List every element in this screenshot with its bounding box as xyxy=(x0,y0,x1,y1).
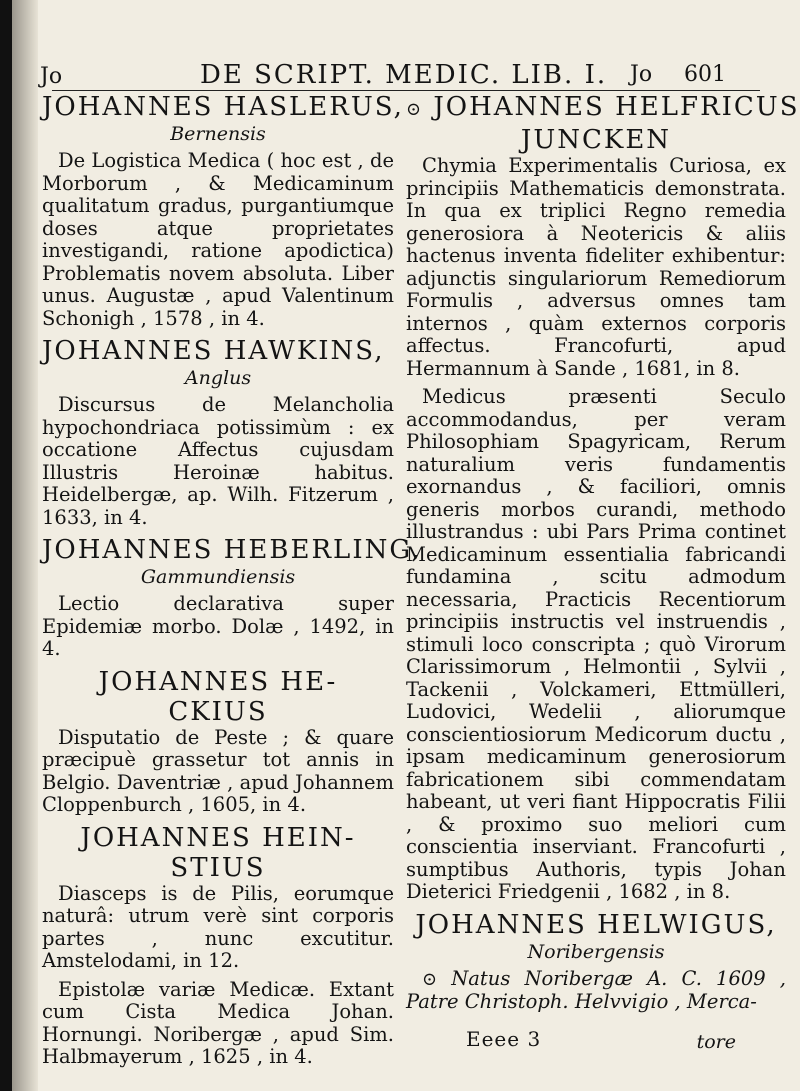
entry-heading: JOHANNES HEBERLING, xyxy=(42,535,422,565)
entry-heading-continued: JUNCKEN xyxy=(520,125,672,155)
entry-text xyxy=(406,968,786,1014)
entry-text: Diasceps is de Pilis, eorumque naturâ: utrum verè sint corporis partes , nunc excutitur. Amstelodami, in 12. xyxy=(42,881,394,972)
signature-mark: Eeee 3 xyxy=(466,1027,542,1051)
entry-text: Chymia Experimentalis Curiosa, ex principiis Mathematicis demonstrata. In qua ex triplici Regno remedia generosiora à Neotericis & aliis hactenus inventa fideliter exhibentur: adjunctis singulariorum Remediorum Formulis , adversus omnes tam internos , quàm externos corporis affectus. Francofurti, apud Hermannum à Sande , 1681, in 8. xyxy=(406,154,786,380)
entry-heading: JOHANNES HASLERUS, xyxy=(42,92,404,122)
circled-dot-mark-icon: ⊙ xyxy=(406,99,424,120)
entry-origin: Gammundiensis xyxy=(140,566,296,588)
entry-heading-text: JOHANNES HELFRICUS xyxy=(433,92,800,122)
entry-heading: JOHANNES HE- xyxy=(98,666,338,697)
entry-text: Discursus de Melancholia hypochondriaca potissimùm : ex occatione Affectus cujusdam Illustris Heroinæ habitus. Heidelbergæ, ap. Wilh. Fitzerum , 1633, in 4. xyxy=(42,393,394,529)
entry-heading-continued: STIUS xyxy=(170,852,266,883)
entry-text: Disputatio de Peste ; & quare præcipuè grassetur tot annis in Belgio. Daventriæ , apud Johannem Cloppenburch , 1605, in 4. xyxy=(42,725,394,816)
entry-text: Epistolæ variæ Medicæ. Extant cum Cista Medica Johan. Hornungi. Noribergæ , apud Sim. Halbmayerum , 1625 , in 4. xyxy=(42,977,394,1068)
entry-heading xyxy=(406,92,800,125)
header-rule xyxy=(52,90,760,91)
entry-text: De Logistica Medica ( hoc est , de Morborum , & Medicaminum qualitatum gradus, purgantiumque doses atque proprietates investigandi, ratione apodictica) Problematis novem absoluta. Liber unus. Augustæ , apud Valentinum Schonigh , 1578 , in 4. xyxy=(42,149,394,330)
left-column xyxy=(42,92,422,1075)
entry-text-body: Natus Noribergæ A. C. 1609 , Patre Christoph. Helvvigio , Merca- xyxy=(406,966,786,1013)
circled-dot-mark-icon: ⊙ xyxy=(422,968,438,990)
entry-heading: JOHANNES HAWKINS, xyxy=(42,336,385,366)
entry-text: Lectio declarativa super Epidemiæ morbo. Dolæ , 1492, in 4. xyxy=(42,592,394,660)
entry-origin: Bernensis xyxy=(170,123,266,145)
running-header xyxy=(12,52,800,92)
entry-text: Medicus præsenti Seculo accommodandus, per veram Philosophiam Spagyricam, Rerum naturalium veris fundamentis exornandus , & faciliori, omnis generis morbos curandi, methodo illustrandus : ubi Pars Prima continet Medicaminum essentialia fabricandi fundamina , scitu admodum necessaria, Practicis Recentiorum principiis instructis vel instruendis , stimuli loco conscripta ; quò Virorum Clarissimorum , Helmontii , Sylvii , Tackenii , Volckameri, Ettmülleri, Ludovici, Wedelii , aliorumque conscientiosiorum Medicorum ductu , ipsam medicaminum generosiorum fabricationem sibi commendatam habeant, ut veri fiant Hippocratis Filii , & proximo suo meliori cum conscientia inserviant. Francofurti , sumptibus Authoris, typis Johan Dieterici Friedgenii , 1682 , in 8. xyxy=(406,385,786,903)
page-number: 601 xyxy=(684,62,726,87)
entry-heading-continued: CKIUS xyxy=(168,696,268,727)
entry-origin: Noribergensis xyxy=(527,940,665,963)
entry-heading: JOHANNES HELWIGUS, xyxy=(415,909,777,940)
right-column xyxy=(406,92,800,1020)
header-title: DE SCRIPT. MEDIC. LIB. I. xyxy=(200,60,608,90)
header-left-mark: Jo xyxy=(40,64,63,89)
entry-heading: JOHANNES HEIN- xyxy=(80,822,356,853)
footer-catchword: tore xyxy=(696,1031,736,1053)
book-page xyxy=(12,0,800,1091)
header-catchword: Jo xyxy=(630,62,653,87)
entry-origin: Anglus xyxy=(184,367,252,389)
